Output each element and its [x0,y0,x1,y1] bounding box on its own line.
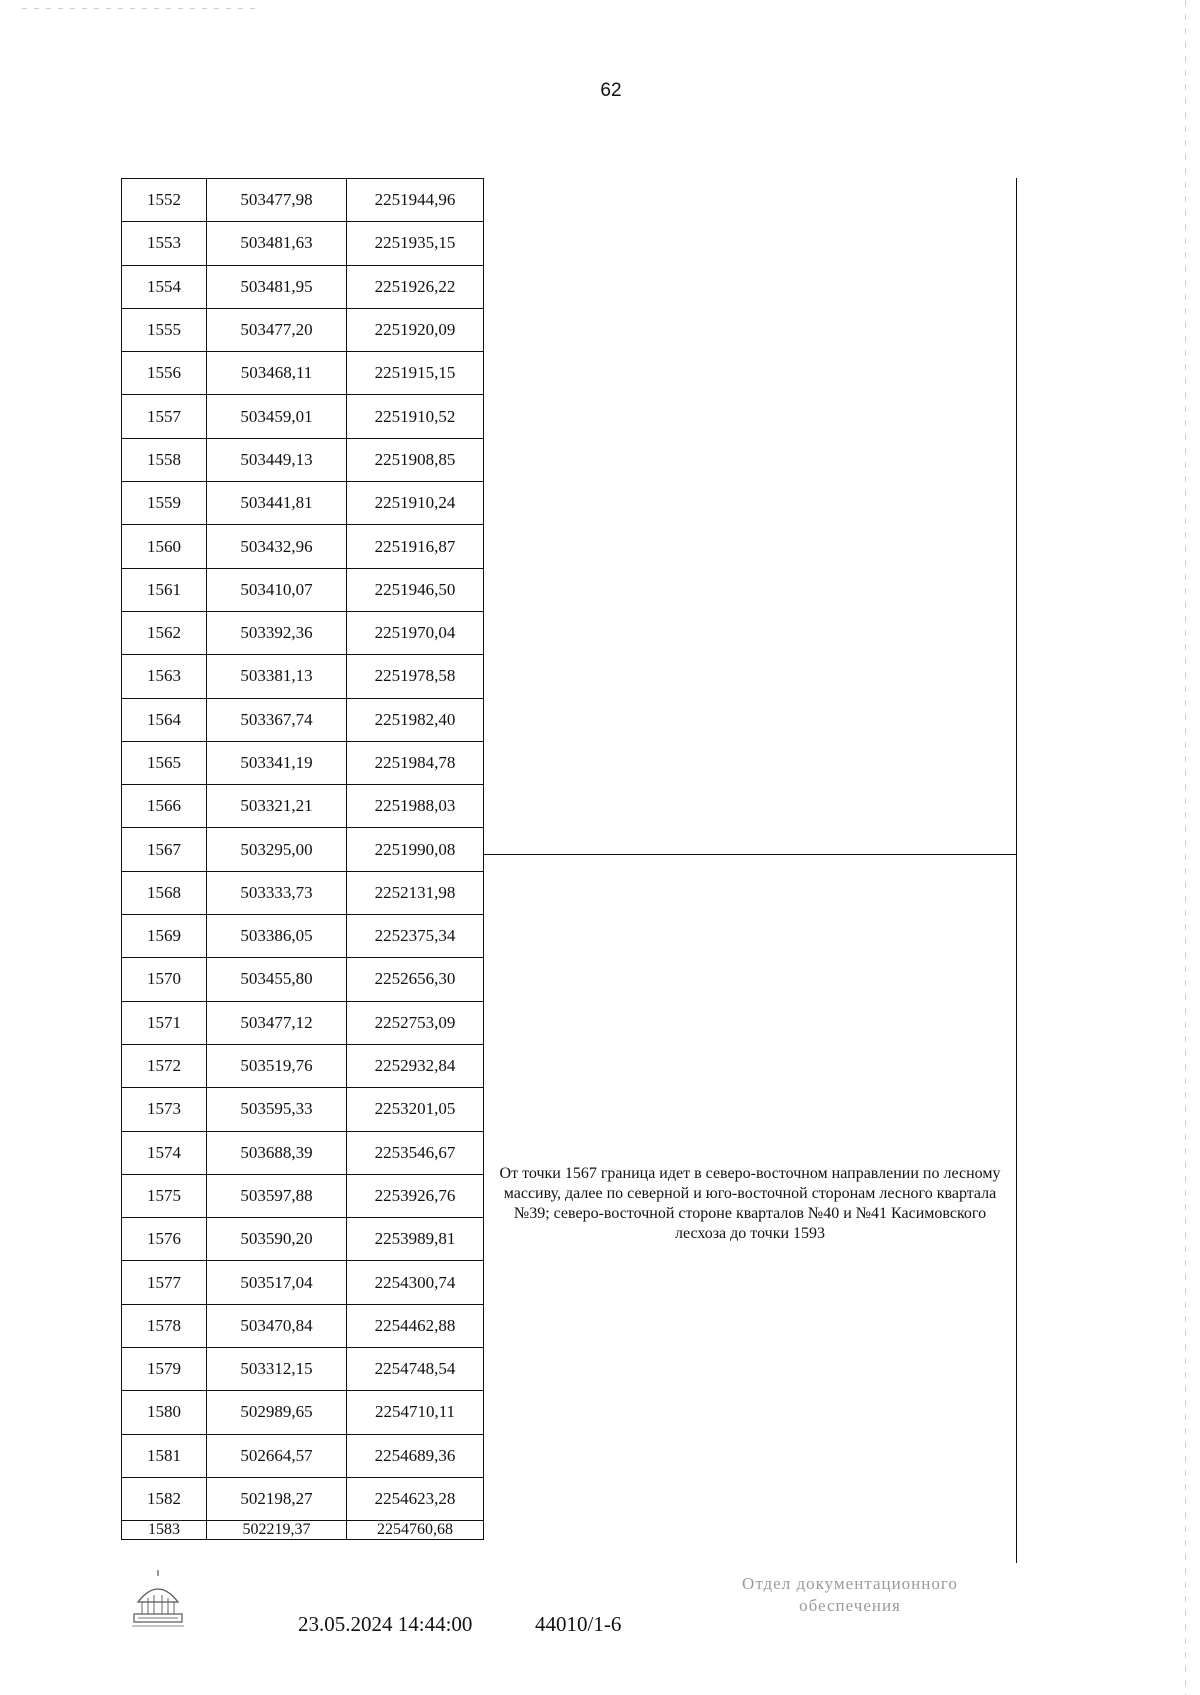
x-coordinate-cell: 503517,04 [207,1261,347,1304]
table-row [122,438,484,481]
page-number: 62 [600,80,622,101]
table-row [122,828,484,871]
point-number-cell: 1564 [122,698,207,741]
point-number-cell: 1568 [122,871,207,914]
y-coordinate-cell: 2253201,05 [347,1088,484,1131]
table-row [122,1348,484,1391]
table-row [122,1477,484,1520]
point-number-cell: 1570 [122,958,207,1001]
x-coordinate-cell: 503459,01 [207,395,347,438]
point-number-cell: 1561 [122,568,207,611]
x-coordinate-cell: 503381,13 [207,655,347,698]
y-coordinate-cell: 2251915,15 [347,352,484,395]
point-number-cell: 1560 [122,525,207,568]
coordinates-table-body [122,179,484,1540]
description-right-border [1016,178,1017,1563]
boundary-description-cell [483,178,1017,1563]
x-coordinate-cell: 503455,80 [207,958,347,1001]
y-coordinate-cell: 2253546,67 [347,1131,484,1174]
table-row [122,1088,484,1131]
table-row [122,525,484,568]
point-number-cell: 1571 [122,1001,207,1044]
x-coordinate-cell: 503477,12 [207,1001,347,1044]
x-coordinate-cell: 503449,13 [207,438,347,481]
table-row [122,1001,484,1044]
table-row [122,958,484,1001]
y-coordinate-cell: 2251908,85 [347,438,484,481]
table-row [122,482,484,525]
y-coordinate-cell: 2254689,36 [347,1434,484,1477]
point-number-cell: 1563 [122,655,207,698]
x-coordinate-cell: 503468,11 [207,352,347,395]
boundary-description: От точки 1567 граница идет в северо-восточном направлении по лесному массиву, далее по северной и юго-восточной сторонам лесного квартала №39; северо-восточной стороне кварталов №40 и №41 Касимовского лесхоза до точки 1593 [499,1165,1001,1242]
y-coordinate-cell: 2251978,58 [347,655,484,698]
footer-document-code: 44010/1-6 [535,1612,622,1636]
y-coordinate-cell: 2251916,87 [347,525,484,568]
table-row [122,655,484,698]
y-coordinate-cell: 2252131,98 [347,871,484,914]
y-coordinate-cell: 2252375,34 [347,915,484,958]
point-number-cell: 1576 [122,1218,207,1261]
point-number-cell: 1556 [122,352,207,395]
y-coordinate-cell: 2254300,74 [347,1261,484,1304]
x-coordinate-cell: 502664,57 [207,1434,347,1477]
x-coordinate-cell: 503392,36 [207,611,347,654]
y-coordinate-cell: 2251944,96 [347,179,484,222]
x-coordinate-cell: 503312,15 [207,1348,347,1391]
point-number-cell: 1552 [122,179,207,222]
point-number-cell: 1574 [122,1131,207,1174]
y-coordinate-cell: 2251935,15 [347,222,484,265]
y-coordinate-cell: 2253926,76 [347,1174,484,1217]
y-coordinate-cell: 2251990,08 [347,828,484,871]
scan-artifact-top [22,8,262,9]
point-number-cell: 1566 [122,785,207,828]
table-row [122,1131,484,1174]
scan-artifact-edge [1185,0,1186,1695]
point-number-cell: 1580 [122,1391,207,1434]
table-row [122,568,484,611]
point-number-cell: 1555 [122,308,207,351]
table-row [122,741,484,784]
y-coordinate-cell: 2251984,78 [347,741,484,784]
table-row [122,698,484,741]
y-coordinate-cell: 2251946,50 [347,568,484,611]
x-coordinate-cell: 503441,81 [207,482,347,525]
y-coordinate-cell: 2251910,24 [347,482,484,525]
y-coordinate-cell: 2251982,40 [347,698,484,741]
x-coordinate-cell: 503477,98 [207,179,347,222]
y-coordinate-cell: 2251988,03 [347,785,484,828]
coordinates-table [121,178,484,1540]
table-row [122,785,484,828]
point-number-cell: 1578 [122,1304,207,1347]
x-coordinate-cell: 502219,37 [207,1521,347,1540]
y-coordinate-cell: 2254710,11 [347,1391,484,1434]
table-row [122,915,484,958]
x-coordinate-cell: 503590,20 [207,1218,347,1261]
point-number-cell: 1569 [122,915,207,958]
x-coordinate-cell: 503477,20 [207,308,347,351]
y-coordinate-cell: 2254623,28 [347,1477,484,1520]
x-coordinate-cell: 502198,27 [207,1477,347,1520]
point-number-cell: 1582 [122,1477,207,1520]
x-coordinate-cell: 503432,96 [207,525,347,568]
table-row [122,1434,484,1477]
x-coordinate-cell: 503688,39 [207,1131,347,1174]
organization-emblem-icon [128,1568,188,1630]
point-number-cell: 1575 [122,1174,207,1217]
table-row [122,265,484,308]
x-coordinate-cell: 503321,21 [207,785,347,828]
table-row [122,1521,484,1540]
point-number-cell: 1553 [122,222,207,265]
table-row [122,1044,484,1087]
y-coordinate-cell: 2252932,84 [347,1044,484,1087]
x-coordinate-cell: 503410,07 [207,568,347,611]
table-row [122,222,484,265]
x-coordinate-cell: 503481,63 [207,222,347,265]
y-coordinate-cell: 2251926,22 [347,265,484,308]
point-number-cell: 1559 [122,482,207,525]
footer-department-stamp: Отдел документационного обеспечения [742,1574,958,1615]
point-number-cell: 1554 [122,265,207,308]
table-row [122,179,484,222]
y-coordinate-cell: 2251910,52 [347,395,484,438]
point-number-cell: 1565 [122,741,207,784]
x-coordinate-cell: 503470,84 [207,1304,347,1347]
description-divider [483,854,1017,855]
y-coordinate-cell: 2252753,09 [347,1001,484,1044]
table-row [122,395,484,438]
x-coordinate-cell: 503386,05 [207,915,347,958]
x-coordinate-cell: 503333,73 [207,871,347,914]
x-coordinate-cell: 503295,00 [207,828,347,871]
point-number-cell: 1579 [122,1348,207,1391]
point-number-cell: 1572 [122,1044,207,1087]
y-coordinate-cell: 2254748,54 [347,1348,484,1391]
point-number-cell: 1567 [122,828,207,871]
table-row [122,871,484,914]
table-row [122,352,484,395]
y-coordinate-cell: 2251920,09 [347,308,484,351]
y-coordinate-cell: 2253989,81 [347,1218,484,1261]
y-coordinate-cell: 2251970,04 [347,611,484,654]
point-number-cell: 1562 [122,611,207,654]
y-coordinate-cell: 2254760,68 [347,1521,484,1540]
x-coordinate-cell: 503367,74 [207,698,347,741]
point-number-cell: 1573 [122,1088,207,1131]
x-coordinate-cell: 503597,88 [207,1174,347,1217]
x-coordinate-cell: 503481,95 [207,265,347,308]
y-coordinate-cell: 2254462,88 [347,1304,484,1347]
table-row [122,1261,484,1304]
point-number-cell: 1558 [122,438,207,481]
x-coordinate-cell: 503595,33 [207,1088,347,1131]
table-row [122,611,484,654]
table-row [122,1391,484,1434]
table-row [122,1174,484,1217]
table-row [122,308,484,351]
table-row [122,1218,484,1261]
footer-timestamp: 23.05.2024 14:44:00 [298,1612,473,1636]
x-coordinate-cell: 502989,65 [207,1391,347,1434]
x-coordinate-cell: 503519,76 [207,1044,347,1087]
point-number-cell: 1557 [122,395,207,438]
point-number-cell: 1577 [122,1261,207,1304]
y-coordinate-cell: 2252656,30 [347,958,484,1001]
point-number-cell: 1583 [122,1521,207,1540]
point-number-cell: 1581 [122,1434,207,1477]
x-coordinate-cell: 503341,19 [207,741,347,784]
table-row [122,1304,484,1347]
